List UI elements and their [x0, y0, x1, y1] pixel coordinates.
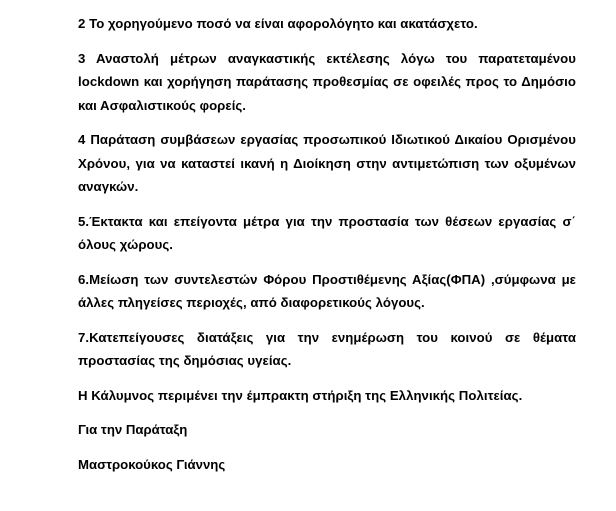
- signature-name: Μαστροκούκος Γιάννης: [78, 456, 226, 472]
- paragraph-item-4: 4 Παράταση συμβάσεων εργασίας προσωπικού Ιδιωτικού Δικαίου Ορισμένου Χρόνου, για να καταστεί ικανή η Διοίκηση στην αντιμετώπιση των οξυμένων αναγκών.: [78, 132, 576, 194]
- closing-paragraph: Η Κάλυμνος περιμένει την έμπρακτη στήριξη της Ελληνικής Πολιτείας.: [78, 387, 523, 403]
- document-body: [78, 12, 576, 487]
- paragraph-item-3: 3 Αναστολή μέτρων αναγκαστικής εκτέλεσης λόγω του παρατεταμένου lockdown και χορήγηση παράτασης προθεσμίας σε οφειλές προς το Δημόσιο και Ασφαλιστικούς φορείς.: [78, 50, 576, 113]
- paragraph-item-6: 6.Μείωση των συντελεστών Φόρου Προστιθέμενης Αξίας(ΦΠΑ) ,σύμφωνα με άλλες πληγείσες περιοχές, από διαφορετικούς λόγους.: [78, 271, 576, 310]
- signature-line: Για την Παράταξη: [78, 422, 188, 437]
- paragraph-item-5: 5.Έκτακτα και επείγοντα μέτρα για την προστασία των θέσεων εργασίας σ΄ όλους χώρους.: [78, 213, 576, 252]
- paragraph-item-2: 2 Το χορηγούμενο ποσό να είναι αφορολόγητο και ακατάσχετο.: [78, 16, 478, 31]
- paragraph-item-7: 7.Κατεπείγουσες διατάξεις για την ενημέρωση του κοινού σε θέματα προστασίας της δημόσιας υγείας.: [78, 329, 576, 368]
